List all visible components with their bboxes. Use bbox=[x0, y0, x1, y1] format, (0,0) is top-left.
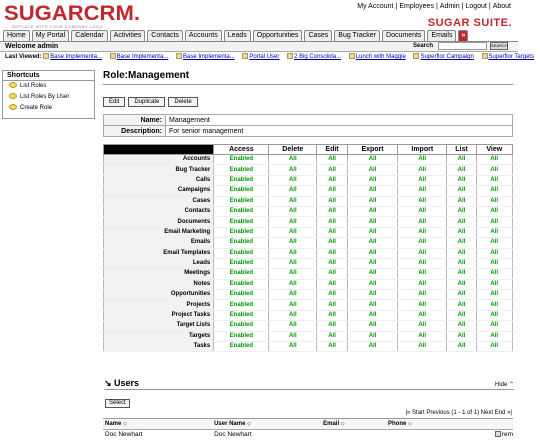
grid-row bbox=[104, 248, 513, 258]
grid-cell-edit[interactable]: All bbox=[317, 310, 348, 320]
grid-cell-export[interactable]: All bbox=[347, 248, 397, 258]
grid-row-module: Bug Tracker bbox=[104, 165, 214, 175]
grid-cell-import[interactable]: All bbox=[398, 196, 447, 206]
toplink-separator: | bbox=[435, 3, 438, 10]
grid-cell-import[interactable]: All bbox=[398, 258, 447, 268]
grid-cell-export[interactable]: All bbox=[347, 300, 397, 310]
grid-cell-list[interactable]: All bbox=[447, 279, 476, 289]
grid-cell-import[interactable]: All bbox=[398, 248, 447, 258]
grid-cell-view[interactable]: All bbox=[476, 279, 512, 289]
grid-cell-view[interactable]: All bbox=[476, 310, 512, 320]
grid-cell-import[interactable]: All bbox=[398, 310, 447, 320]
column-label: User Name bbox=[214, 421, 246, 427]
grid-column-edit: Edit bbox=[317, 145, 348, 155]
grid-cell-edit[interactable]: All bbox=[317, 217, 348, 227]
grid-cell-import[interactable]: All bbox=[398, 186, 447, 196]
grid-cell-view[interactable]: All bbox=[476, 248, 512, 258]
grid-cell-access[interactable]: Enabled bbox=[214, 258, 269, 268]
grid-cell-edit[interactable]: All bbox=[317, 165, 348, 175]
record-icon bbox=[413, 53, 419, 59]
grid-cell-import[interactable]: All bbox=[398, 279, 447, 289]
record-icon bbox=[287, 53, 293, 59]
grid-cell-access[interactable]: Enabled bbox=[214, 186, 269, 196]
grid-cell-access[interactable]: Enabled bbox=[214, 300, 269, 310]
grid-cell-list[interactable]: All bbox=[447, 155, 476, 165]
tab-emails[interactable]: Emails bbox=[427, 30, 456, 41]
grid-cell-view[interactable]: All bbox=[476, 206, 512, 216]
select-users-button[interactable]: Select bbox=[105, 399, 130, 408]
grid-cell-view[interactable]: All bbox=[476, 175, 512, 185]
grid-cell-delete[interactable]: All bbox=[269, 175, 317, 185]
grid-row-module: Targets bbox=[104, 331, 214, 341]
grid-cell-export[interactable]: All bbox=[347, 342, 397, 352]
user-name-cell[interactable]: Doc Newhart bbox=[105, 431, 143, 439]
edit-button[interactable]: Edit bbox=[103, 97, 125, 107]
grid-row-module: Accounts bbox=[104, 155, 214, 165]
grid-cell-list[interactable]: All bbox=[447, 196, 476, 206]
grid-cell-view[interactable]: All bbox=[476, 269, 512, 279]
grid-cell-delete[interactable]: All bbox=[269, 206, 317, 216]
last-viewed-item[interactable] bbox=[43, 54, 102, 60]
grid-cell-list[interactable]: All bbox=[447, 258, 476, 268]
last-viewed-item[interactable] bbox=[242, 54, 279, 60]
toplink-my-account[interactable]: My Account bbox=[357, 3, 394, 10]
sugarcrm-logo: SUGARCRM. bbox=[4, 2, 140, 25]
grid-cell-access[interactable]: Enabled bbox=[214, 206, 269, 216]
grid-cell-edit[interactable]: All bbox=[317, 300, 348, 310]
grid-cell-import[interactable]: All bbox=[398, 175, 447, 185]
grid-cell-export[interactable]: All bbox=[347, 310, 397, 320]
grid-row bbox=[104, 290, 513, 300]
tab-bug-tracker[interactable]: Bug Tracker bbox=[334, 30, 380, 41]
users-column-email[interactable] bbox=[321, 419, 386, 430]
last-viewed-item-label: 2 Big Consolida... bbox=[294, 54, 342, 60]
shortcut-label: List Roles bbox=[20, 83, 47, 89]
grid-cell-list[interactable]: All bbox=[447, 269, 476, 279]
grid-cell-view[interactable]: All bbox=[476, 321, 512, 331]
grid-cell-delete[interactable]: All bbox=[269, 310, 317, 320]
grid-row bbox=[104, 175, 513, 185]
subpanel-arrow-icon: ↘ bbox=[104, 378, 115, 388]
grid-row bbox=[104, 342, 513, 352]
grid-row-module: Target Lists bbox=[104, 321, 214, 331]
toplink-about[interactable]: About bbox=[492, 3, 511, 10]
grid-cell-edit[interactable]: All bbox=[317, 196, 348, 206]
grid-cell-view[interactable]: All bbox=[476, 342, 512, 352]
grid-cell-export[interactable]: All bbox=[347, 258, 397, 268]
grid-row-module: Notes bbox=[104, 279, 214, 289]
grid-row bbox=[104, 269, 513, 279]
grid-cell-view[interactable]: All bbox=[476, 196, 512, 206]
grid-row bbox=[104, 186, 513, 196]
grid-cell-export[interactable]: All bbox=[347, 269, 397, 279]
delete-button[interactable]: Delete bbox=[168, 97, 197, 107]
top-links bbox=[356, 3, 512, 10]
last-viewed-item[interactable] bbox=[287, 54, 341, 60]
shortcut-label: Create Role bbox=[20, 105, 53, 111]
grid-column-access: Access bbox=[214, 145, 269, 155]
record-icon bbox=[242, 53, 248, 59]
grid-cell-export[interactable]: All bbox=[347, 186, 397, 196]
grid-cell-delete[interactable]: All bbox=[269, 258, 317, 268]
users-column-phone[interactable] bbox=[386, 419, 457, 430]
grid-cell-import[interactable]: All bbox=[398, 300, 447, 310]
tab-accounts[interactable]: Accounts bbox=[185, 30, 222, 41]
grid-row-module: Calls bbox=[104, 175, 214, 185]
tab-opportunities[interactable]: Opportunities bbox=[253, 30, 303, 41]
description-label: Description: bbox=[104, 126, 166, 137]
last-viewed-item-label: Base Implementa... bbox=[116, 54, 169, 60]
grid-cell-delete[interactable]: All bbox=[269, 269, 317, 279]
grid-cell-access[interactable]: Enabled bbox=[214, 248, 269, 258]
grid-cell-edit[interactable]: All bbox=[317, 186, 348, 196]
grid-cell-edit[interactable]: All bbox=[317, 342, 348, 352]
users-pager[interactable]: |« Start Previous (1 - 1 of 1) Next End »| bbox=[405, 410, 512, 416]
toplink-logout[interactable]: Logout bbox=[465, 3, 487, 10]
grid-cell-list[interactable]: All bbox=[447, 331, 476, 341]
last-viewed-item[interactable] bbox=[176, 54, 235, 60]
grid-cell-delete[interactable]: All bbox=[269, 238, 317, 248]
search-label: Search bbox=[413, 43, 434, 49]
grid-cell-edit[interactable]: All bbox=[317, 248, 348, 258]
pager-end-icon: »| bbox=[507, 410, 512, 416]
sort-icon: ◇ bbox=[123, 421, 127, 427]
last-viewed-item-label: Superflor Campaign bbox=[420, 54, 474, 60]
grid-cell-delete[interactable]: All bbox=[269, 248, 317, 258]
page-title: Role:Management bbox=[103, 70, 190, 81]
grid-cell-view[interactable]: All bbox=[476, 300, 512, 310]
tab-documents[interactable]: Documents bbox=[382, 30, 425, 41]
grid-cell-access[interactable]: Enabled bbox=[214, 165, 269, 175]
search-input[interactable] bbox=[438, 42, 487, 50]
grid-cell-edit[interactable]: All bbox=[317, 279, 348, 289]
toplink-separator: | bbox=[461, 3, 464, 10]
column-label: Email bbox=[323, 421, 340, 427]
pager-start-icon: |« bbox=[405, 410, 411, 416]
last-viewed-item[interactable] bbox=[413, 54, 473, 60]
welcome-text: Welcome admin bbox=[5, 43, 59, 50]
grid-cell-access[interactable]: Enabled bbox=[214, 269, 269, 279]
grid-cell-list[interactable]: All bbox=[447, 342, 476, 352]
hide-link[interactable]: Hide ⌃ bbox=[495, 382, 515, 388]
action-buttons bbox=[103, 97, 198, 107]
remove-icon bbox=[495, 431, 501, 437]
sugar-suite-logo: SUGAR SUITE. bbox=[427, 17, 512, 29]
grid-row-module: Campaigns bbox=[104, 186, 214, 196]
last-viewed-item-label: Portal User bbox=[249, 54, 280, 60]
toplink-separator: | bbox=[488, 3, 491, 10]
remove-user-link[interactable] bbox=[457, 430, 513, 441]
grid-cell-export[interactable]: All bbox=[347, 290, 397, 300]
grid-cell-access[interactable]: Enabled bbox=[214, 342, 269, 352]
grid-cell-list[interactable]: All bbox=[447, 206, 476, 216]
grid-cell-access[interactable]: Enabled bbox=[214, 321, 269, 331]
grid-cell-edit[interactable]: All bbox=[317, 321, 348, 331]
record-icon bbox=[176, 53, 182, 59]
column-label: Phone bbox=[388, 421, 407, 427]
grid-cell-export[interactable]: All bbox=[347, 165, 397, 175]
grid-cell-access[interactable]: Enabled bbox=[214, 290, 269, 300]
grid-cell-export[interactable]: All bbox=[347, 238, 397, 248]
grid-cell-view[interactable]: All bbox=[476, 165, 512, 175]
grid-cell-export[interactable]: All bbox=[347, 331, 397, 341]
grid-cell-delete[interactable]: All bbox=[269, 331, 317, 341]
last-viewed-item[interactable] bbox=[110, 54, 169, 60]
grid-cell-edit[interactable]: All bbox=[317, 227, 348, 237]
grid-cell-access[interactable]: Enabled bbox=[214, 227, 269, 237]
grid-cell-import[interactable]: All bbox=[398, 227, 447, 237]
grid-cell-delete[interactable]: All bbox=[269, 186, 317, 196]
grid-row bbox=[104, 165, 513, 175]
grid-cell-import[interactable]: All bbox=[398, 217, 447, 227]
grid-column-delete: Delete bbox=[269, 145, 317, 155]
grid-cell-edit[interactable]: All bbox=[317, 175, 348, 185]
grid-row-module: Project Tasks bbox=[104, 310, 214, 320]
description-value: For senior management bbox=[166, 126, 513, 137]
toplink-employees[interactable]: Employees bbox=[399, 3, 434, 10]
grid-cell-edit[interactable]: All bbox=[317, 331, 348, 341]
last-viewed-label: Last Viewed: bbox=[5, 54, 42, 60]
grid-cell-list[interactable]: All bbox=[447, 217, 476, 227]
grid-cell-delete[interactable]: All bbox=[269, 290, 317, 300]
grid-cell-view[interactable]: All bbox=[476, 186, 512, 196]
grid-cell-list[interactable]: All bbox=[447, 248, 476, 258]
role-icon bbox=[9, 82, 17, 88]
user-email-cell bbox=[321, 430, 386, 441]
tab-contacts[interactable]: Contacts bbox=[147, 30, 183, 41]
grid-cell-list[interactable]: All bbox=[447, 238, 476, 248]
last-viewed-bar bbox=[0, 53, 535, 62]
last-viewed-item-label: Base Implementa... bbox=[50, 54, 102, 60]
grid-row bbox=[104, 227, 513, 237]
grid-cell-export[interactable]: All bbox=[347, 206, 397, 216]
last-viewed-item-label: Lunch with Maggie bbox=[355, 54, 406, 60]
grid-row bbox=[104, 258, 513, 268]
grid-row bbox=[104, 217, 513, 227]
users-subpanel-title: ↘ Users bbox=[104, 378, 140, 388]
grid-cell-access[interactable]: Enabled bbox=[214, 331, 269, 341]
tab-activities[interactable]: Activities bbox=[110, 30, 146, 41]
user-phone-cell bbox=[386, 430, 457, 441]
grid-row-module: Email Templates bbox=[104, 248, 214, 258]
grid-corner bbox=[104, 145, 214, 155]
grid-cell-view[interactable]: All bbox=[476, 238, 512, 248]
grid-cell-import[interactable]: All bbox=[398, 290, 447, 300]
grid-cell-edit[interactable]: All bbox=[317, 290, 348, 300]
grid-cell-delete[interactable]: All bbox=[269, 227, 317, 237]
record-icon bbox=[482, 53, 488, 59]
shortcuts-title: Shortcuts bbox=[3, 71, 94, 81]
grid-cell-access[interactable]: Enabled bbox=[214, 279, 269, 289]
grid-row-module: Documents bbox=[104, 217, 214, 227]
shortcut-list-roles-by-user[interactable] bbox=[3, 92, 94, 103]
record-icon bbox=[43, 53, 49, 59]
grid-row bbox=[104, 206, 513, 216]
shortcut-create-role[interactable] bbox=[3, 103, 94, 114]
users-table bbox=[103, 418, 513, 441]
search-button[interactable]: SEARCH bbox=[491, 43, 508, 48]
grid-cell-list[interactable]: All bbox=[447, 321, 476, 331]
grid-cell-access[interactable]: Enabled bbox=[214, 155, 269, 165]
grid-cell-access[interactable]: Enabled bbox=[214, 238, 269, 248]
grid-cell-import[interactable]: All bbox=[398, 206, 447, 216]
users-column-actions bbox=[457, 419, 513, 430]
grid-cell-list[interactable]: All bbox=[447, 165, 476, 175]
sort-icon: ◇ bbox=[340, 421, 345, 427]
grid-cell-export[interactable]: All bbox=[347, 227, 397, 237]
grid-cell-view[interactable]: All bbox=[476, 155, 512, 165]
users-column-name[interactable] bbox=[103, 419, 212, 430]
more-tabs-icon[interactable]: » bbox=[458, 30, 468, 41]
grid-cell-list[interactable]: All bbox=[447, 175, 476, 185]
grid-cell-list[interactable]: All bbox=[447, 310, 476, 320]
sort-icon: ◇ bbox=[247, 421, 251, 427]
grid-column-import: Import bbox=[398, 145, 447, 155]
grid-cell-view[interactable]: All bbox=[476, 331, 512, 341]
duplicate-button[interactable]: Duplicate bbox=[128, 97, 165, 107]
record-icon bbox=[349, 53, 355, 59]
remove-label: rem bbox=[501, 431, 513, 439]
name-label: Name: bbox=[104, 115, 166, 126]
grid-cell-list[interactable]: All bbox=[447, 227, 476, 237]
grid-column-view: View bbox=[476, 145, 512, 155]
grid-cell-list[interactable]: All bbox=[447, 290, 476, 300]
grid-cell-edit[interactable]: All bbox=[317, 206, 348, 216]
grid-cell-access[interactable]: Enabled bbox=[214, 196, 269, 206]
shortcuts-panel bbox=[2, 70, 95, 119]
shortcut-list-roles[interactable] bbox=[3, 81, 94, 92]
grid-row-module: Leads bbox=[104, 258, 214, 268]
grid-cell-delete[interactable]: All bbox=[269, 155, 317, 165]
grid-row-module: Projects bbox=[104, 300, 214, 310]
grid-row-module: Emails bbox=[104, 238, 214, 248]
grid-cell-access[interactable]: Enabled bbox=[214, 175, 269, 185]
name-value: Management bbox=[166, 115, 513, 126]
last-viewed-item[interactable] bbox=[349, 54, 406, 60]
users-column-user-name[interactable] bbox=[212, 419, 321, 430]
grid-cell-delete[interactable]: All bbox=[269, 342, 317, 352]
grid-row bbox=[104, 321, 513, 331]
title-divider bbox=[103, 84, 513, 85]
grid-row-module: Meetings bbox=[104, 269, 214, 279]
grid-cell-delete[interactable]: All bbox=[269, 217, 317, 227]
grid-cell-view[interactable]: All bbox=[476, 217, 512, 227]
grid-cell-import[interactable]: All bbox=[398, 331, 447, 341]
grid-cell-delete[interactable]: All bbox=[269, 279, 317, 289]
grid-cell-import[interactable]: All bbox=[398, 165, 447, 175]
grid-cell-delete[interactable]: All bbox=[269, 300, 317, 310]
record-icon bbox=[110, 53, 116, 59]
role-info-table bbox=[103, 114, 513, 137]
grid-cell-import[interactable]: All bbox=[398, 155, 447, 165]
grid-cell-export[interactable]: All bbox=[347, 279, 397, 289]
tab-home[interactable]: Home bbox=[3, 30, 30, 41]
grid-cell-delete[interactable]: All bbox=[269, 321, 317, 331]
grid-cell-list[interactable]: All bbox=[447, 186, 476, 196]
sort-icon: ◇ bbox=[408, 421, 412, 427]
tab-cases[interactable]: Cases bbox=[304, 30, 332, 41]
shortcut-label: List Roles By User bbox=[20, 94, 70, 100]
grid-row bbox=[104, 331, 513, 341]
grid-row bbox=[104, 196, 513, 206]
grid-cell-view[interactable]: All bbox=[476, 290, 512, 300]
collapse-up-icon: ⌃ bbox=[509, 382, 515, 388]
grid-row-module: Cases bbox=[104, 196, 214, 206]
grid-cell-import[interactable]: All bbox=[398, 238, 447, 248]
grid-cell-export[interactable]: All bbox=[347, 217, 397, 227]
grid-row bbox=[104, 279, 513, 289]
grid-cell-list[interactable]: All bbox=[447, 300, 476, 310]
grid-cell-import[interactable]: All bbox=[398, 342, 447, 352]
grid-row bbox=[104, 155, 513, 165]
grid-cell-export[interactable]: All bbox=[347, 175, 397, 185]
grid-cell-export[interactable]: All bbox=[347, 321, 397, 331]
grid-cell-view[interactable]: All bbox=[476, 258, 512, 268]
grid-cell-export[interactable]: All bbox=[347, 155, 397, 165]
users-divider bbox=[104, 389, 514, 390]
grid-cell-import[interactable]: All bbox=[398, 321, 447, 331]
grid-row-module: Contacts bbox=[104, 206, 214, 216]
grid-row-module: Email Marketing bbox=[104, 227, 214, 237]
grid-cell-view[interactable]: All bbox=[476, 227, 512, 237]
last-viewed-item-label: Superflor Targets bbox=[488, 54, 535, 60]
module-tabs bbox=[3, 30, 468, 41]
grid-row-module: Tasks bbox=[104, 342, 214, 352]
grid-cell-access[interactable]: Enabled bbox=[214, 217, 269, 227]
grid-row bbox=[104, 300, 513, 310]
last-viewed-item[interactable] bbox=[482, 54, 535, 60]
tab-my-portal[interactable]: My Portal bbox=[32, 30, 70, 41]
grid-cell-edit[interactable]: All bbox=[317, 238, 348, 248]
role-permissions-grid bbox=[103, 144, 513, 352]
grid-cell-delete[interactable]: All bbox=[269, 196, 317, 206]
column-label: Name bbox=[105, 421, 122, 427]
table-row bbox=[103, 430, 513, 441]
grid-row bbox=[104, 310, 513, 320]
grid-cell-edit[interactable]: All bbox=[317, 155, 348, 165]
user-username-cell: Doc Newhart bbox=[214, 431, 252, 439]
grid-row bbox=[104, 238, 513, 248]
grid-row-module: Opportunities bbox=[104, 290, 214, 300]
grid-cell-edit[interactable]: All bbox=[317, 258, 348, 268]
tab-calendar[interactable]: Calendar bbox=[71, 30, 107, 41]
logo-tagline: REPLACE WITH YOUR COMPANY LOGO bbox=[12, 24, 104, 29]
role-icon bbox=[9, 93, 17, 99]
toplink-separator: | bbox=[395, 3, 398, 10]
grid-column-list: List bbox=[447, 145, 476, 155]
grid-cell-delete[interactable]: All bbox=[269, 165, 317, 175]
role-icon bbox=[9, 104, 17, 110]
grid-cell-edit[interactable]: All bbox=[317, 269, 348, 279]
grid-cell-export[interactable]: All bbox=[347, 196, 397, 206]
grid-cell-import[interactable]: All bbox=[398, 269, 447, 279]
grid-cell-access[interactable]: Enabled bbox=[214, 310, 269, 320]
last-viewed-item-label: Base Implementa... bbox=[183, 54, 235, 60]
toplink-admin[interactable]: Admin bbox=[439, 3, 460, 10]
grid-column-export: Export bbox=[347, 145, 397, 155]
tab-leads[interactable]: Leads bbox=[224, 30, 251, 41]
